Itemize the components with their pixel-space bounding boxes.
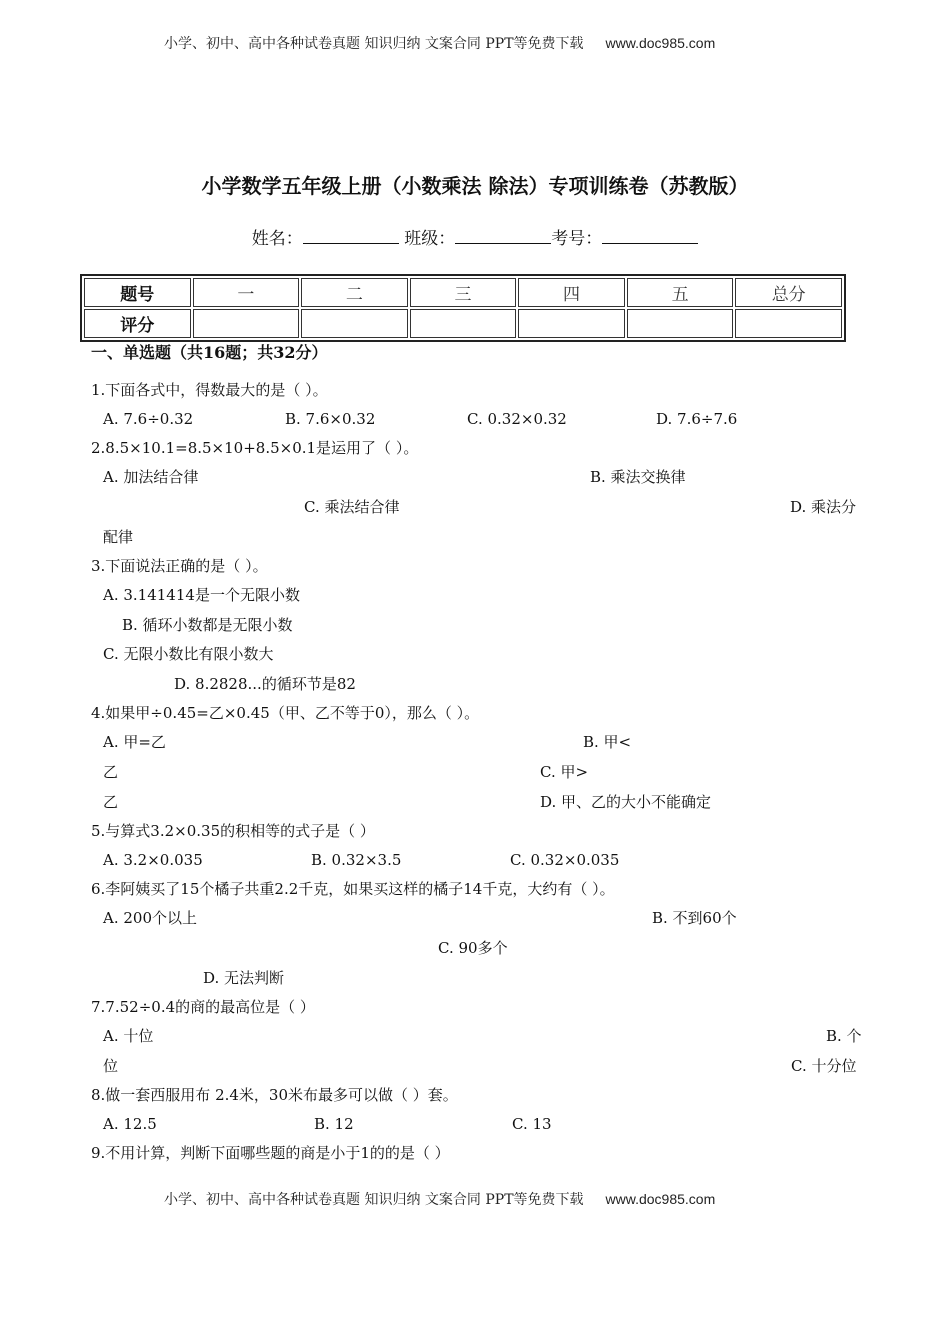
number-blank[interactable] (602, 229, 698, 244)
q4-option-d: D. 甲、乙的大小不能确定 (540, 793, 712, 811)
question-7: 7.7.52÷0.4的商的最高位是（ ） (91, 998, 315, 1016)
col-header-3: 三 (410, 278, 517, 307)
q7-option-c: C. 十分位 (791, 1057, 857, 1075)
score-cell-5[interactable] (627, 309, 734, 338)
class-blank[interactable] (455, 229, 551, 244)
q4-option-c-cont: 乙 (103, 793, 119, 811)
col-header-1: 一 (193, 278, 300, 307)
q3-option-b: B. 循环小数都是无限小数 (122, 616, 293, 634)
score-cell-4[interactable] (518, 309, 625, 338)
q5-option-c: C. 0.32×0.035 (510, 851, 620, 869)
q8-option-b: B. 12 (314, 1115, 354, 1133)
score-table (80, 274, 846, 342)
number-label: 考号： (551, 229, 603, 249)
document-title: 小学数学五年级上册（小数乘法 除法）专项训练卷（苏教版） (201, 174, 749, 198)
class-label: 班级： (404, 229, 456, 249)
q4-option-a: A. 甲=乙 (103, 733, 166, 751)
q2-option-c: C. 乘法结合律 (304, 498, 400, 516)
question-6: 6.李阿姨买了15个橘子共重2.2千克，如果买这样的橘子14千克，大约有（ ）。 (91, 880, 615, 898)
q1-option-a: A. 7.6÷0.32 (103, 410, 194, 428)
q1-option-b: B. 7.6×0.32 (285, 410, 376, 428)
col-header-5: 五 (627, 278, 734, 307)
question-9: 9.不用计算，判断下面哪些题的商是小于1的的是（ ） (91, 1144, 450, 1162)
page-footer (164, 1192, 715, 1207)
row-label-score: 评分 (84, 309, 191, 338)
score-cell-2[interactable] (301, 309, 408, 338)
col-header-2: 二 (301, 278, 408, 307)
q7-option-a: A. 十位 (103, 1027, 154, 1045)
question-2: 2.8.5×10.1=8.5×10+8.5×0.1是运用了（ ）。 (91, 439, 419, 457)
q3-option-d: D. 8.2828...的循环节是82 (174, 675, 356, 693)
q4-option-b-cont: 乙 (103, 763, 119, 781)
q6-option-d: D. 无法判断 (203, 969, 285, 987)
q5-option-a: A. 3.2×0.035 (103, 851, 203, 869)
section-heading: 一、单选题（共16题；共32分） (91, 343, 328, 362)
score-table-score-row (84, 309, 842, 338)
question-8: 8.做一套西服用布 2.4米，30米布最多可以做（ ）套。 (91, 1086, 458, 1104)
question-5: 5.与算式3.2×0.35的积相等的式子是（ ） (91, 822, 375, 840)
q7-option-b: B. 个 (826, 1027, 862, 1045)
page-header (164, 36, 715, 51)
q2-option-d-cont: 配律 (103, 528, 134, 546)
score-cell-3[interactable] (410, 309, 517, 338)
question-1: 1.下面各式中，得数最大的是（ ）。 (91, 381, 328, 399)
question-4: 4.如果甲÷0.45=乙×0.45（甲、乙不等于0），那么（ ）。 (91, 704, 480, 722)
score-cell-total[interactable] (735, 309, 842, 338)
question-3: 3.下面说法正确的是（ ）。 (91, 557, 268, 575)
q6-option-c: C. 90多个 (438, 939, 508, 957)
q4-option-b: B. 甲< (583, 733, 632, 751)
col-header-4: 四 (518, 278, 625, 307)
q3-option-a: A. 3.141414是一个无限小数 (103, 586, 300, 604)
row-label-question: 题号 (84, 278, 191, 307)
q1-option-c: C. 0.32×0.32 (467, 410, 567, 428)
q8-option-c: C. 13 (512, 1115, 552, 1133)
name-blank[interactable] (303, 229, 399, 244)
footer-text: 小学、初中、高中各种试卷真题 知识归纳 文案合同 PPT等免费下载 (164, 1192, 584, 1208)
q2-option-b: B. 乘法交换律 (590, 468, 686, 486)
header-text: 小学、初中、高中各种试卷真题 知识归纳 文案合同 PPT等免费下载 (164, 36, 584, 52)
score-table-header-row (84, 278, 842, 307)
footer-url[interactable]: www.doc985.com (605, 1191, 716, 1207)
name-label: 姓名： (251, 229, 303, 249)
q2-option-d: D. 乘法分 (790, 498, 857, 516)
col-header-total: 总分 (735, 278, 842, 307)
q6-option-a: A. 200个以上 (103, 909, 197, 927)
q8-option-a: A. 12.5 (103, 1115, 157, 1133)
q3-option-c: C. 无限小数比有限小数大 (103, 645, 274, 663)
student-info (0, 229, 950, 248)
q6-option-b: B. 不到60个 (652, 909, 737, 927)
q1-option-d: D. 7.6÷7.6 (656, 410, 738, 428)
header-url[interactable]: www.doc985.com (605, 35, 716, 51)
q2-option-a: A. 加法结合律 (103, 468, 199, 486)
q7-option-b-cont: 位 (103, 1057, 119, 1075)
q4-option-c: C. 甲> (540, 763, 589, 781)
score-cell-1[interactable] (193, 309, 300, 338)
q5-option-b: B. 0.32×3.5 (311, 851, 402, 869)
